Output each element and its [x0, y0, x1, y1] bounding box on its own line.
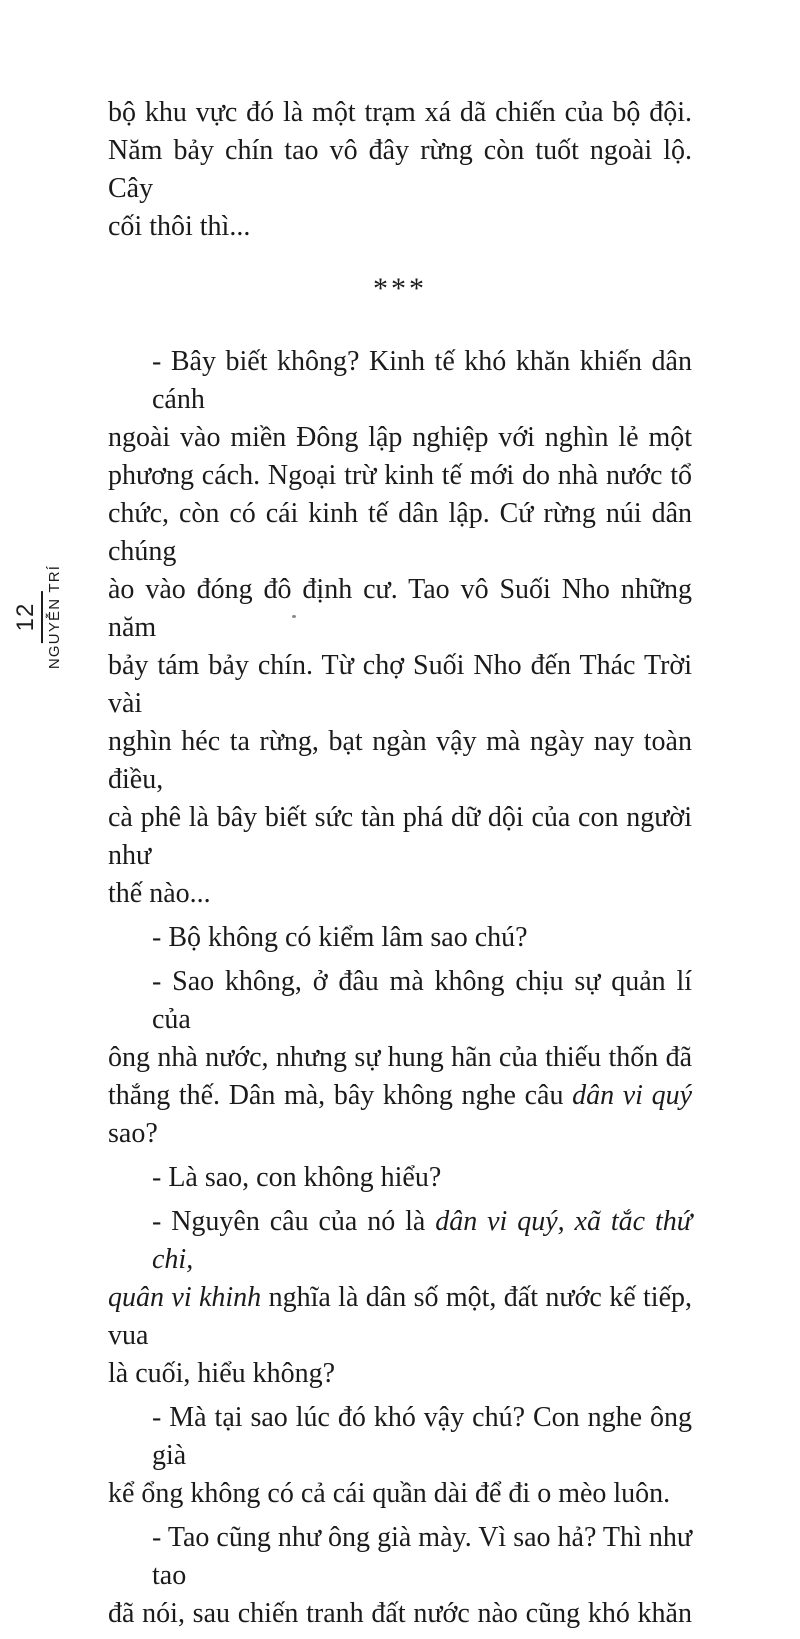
- text-segment: kể ổng không có cả cái quần dài để đi o mèo luôn.: [108, 1478, 671, 1509]
- author-name: NGUYỄN TRÍ: [46, 564, 63, 670]
- page-margin-label: [13, 565, 63, 669]
- text-line: [108, 647, 692, 723]
- paragraph: [108, 94, 692, 246]
- text-segment: - Bây biết không? Kinh tế khó khăn khiến dân cánh: [152, 346, 692, 415]
- text-segment: phương cách. Ngoại trừ kinh tế mới do nhà nước tổ: [108, 460, 692, 491]
- text-segment: Năm bảy chín tao vô đây rừng còn tuốt ngoài lộ. Cây: [108, 135, 692, 204]
- text-segment: thắng thế. Dân mà, bây không nghe câu: [108, 1080, 573, 1111]
- text-line: [108, 1159, 692, 1197]
- text-segment: - Bộ không có kiểm lâm sao chú?: [152, 922, 528, 953]
- text-line: [108, 1595, 692, 1633]
- text-segment: cối thôi thì...: [108, 211, 251, 242]
- body-text: [108, 94, 692, 1639]
- text-line: [108, 419, 692, 457]
- text-segment: sao?: [108, 1118, 158, 1149]
- text-line: [108, 875, 692, 913]
- text-segment: nghĩa là dân số một, đất nước kế tiếp, vua: [108, 1282, 692, 1351]
- text-segment: - Nguyên câu của nó là: [152, 1206, 436, 1237]
- text-line: [108, 571, 692, 647]
- text-line: [108, 919, 692, 957]
- paragraph: [108, 1399, 692, 1513]
- text-line: [108, 132, 692, 208]
- text-line: [108, 1399, 692, 1475]
- text-line: [108, 1039, 692, 1077]
- text-segment: đã nói, sau chiến tranh đất nước nào cũng khó khăn: [108, 1598, 692, 1629]
- text-line: [108, 799, 692, 875]
- text-segment: - Là sao, con không hiểu?: [152, 1162, 442, 1193]
- text-segment: - Sao không, ở đâu mà không chịu sự quản lí của: [152, 966, 692, 1035]
- italic-text-segment: dân vi quý, xã tắc thứ chi,: [152, 1206, 693, 1275]
- section-separator: ***: [373, 272, 427, 305]
- paragraph: [108, 919, 692, 957]
- text-segment: ào vào đóng đô định cư. Tao vô Suối Nho những năm: [108, 574, 692, 643]
- page-number: 12: [12, 602, 39, 632]
- text-segment: bảy tám bảy chín. Từ chợ Suối Nho đến Thác Trời vài: [108, 650, 692, 719]
- text-line: [108, 495, 692, 571]
- text-line: [108, 1355, 692, 1393]
- paragraph: [108, 1203, 692, 1393]
- text-segment: - Mà tại sao lúc đó khó vậy chú? Con nghe ông già: [152, 1402, 692, 1471]
- text-segment: nghìn héc ta rừng, bạt ngàn vậy mà ngày nay toàn điều,: [108, 726, 692, 795]
- text-line: [108, 1475, 692, 1513]
- text-line: [108, 457, 692, 495]
- page-number-divider-line: [41, 591, 43, 643]
- text-line: [108, 963, 692, 1039]
- paragraph: [108, 343, 692, 913]
- paragraph: [108, 1159, 692, 1197]
- italic-text-segment: quân vi khinh: [108, 1282, 262, 1313]
- text-line: [108, 723, 692, 799]
- text-line: [108, 1279, 692, 1355]
- text-segment: thế nào...: [108, 878, 211, 909]
- italic-text-segment: dân vi quý: [572, 1080, 693, 1111]
- text-segment: bộ khu vực đó là một trạm xá dã chiến của bộ đội.: [108, 97, 692, 128]
- text-segment: ông nhà nước, nhưng sự hung hãn của thiếu thốn đã: [108, 1042, 692, 1073]
- scan-speck: [292, 615, 296, 618]
- text-line: [108, 94, 692, 132]
- text-segment: chức, còn có cái kinh tế dân lập. Cứ rừng núi dân chúng: [108, 498, 692, 567]
- text-segment: - Tao cũng như ông già mày. Vì sao hả? Thì như tao: [152, 1522, 692, 1591]
- text-segment: cà phê là bây biết sức tàn phá dữ dội của con người như: [108, 802, 692, 871]
- text-line: [108, 1077, 692, 1153]
- text-segment: là cuối, hiểu không?: [108, 1358, 336, 1389]
- text-line: [108, 1519, 692, 1595]
- text-line: [108, 343, 692, 419]
- text-line: [108, 208, 692, 246]
- text-segment: ngoài vào miền Đông lập nghiệp với nghìn lẻ một: [108, 422, 692, 453]
- text-line: [108, 1203, 692, 1279]
- paragraph: [108, 1519, 692, 1633]
- paragraph: [108, 963, 692, 1153]
